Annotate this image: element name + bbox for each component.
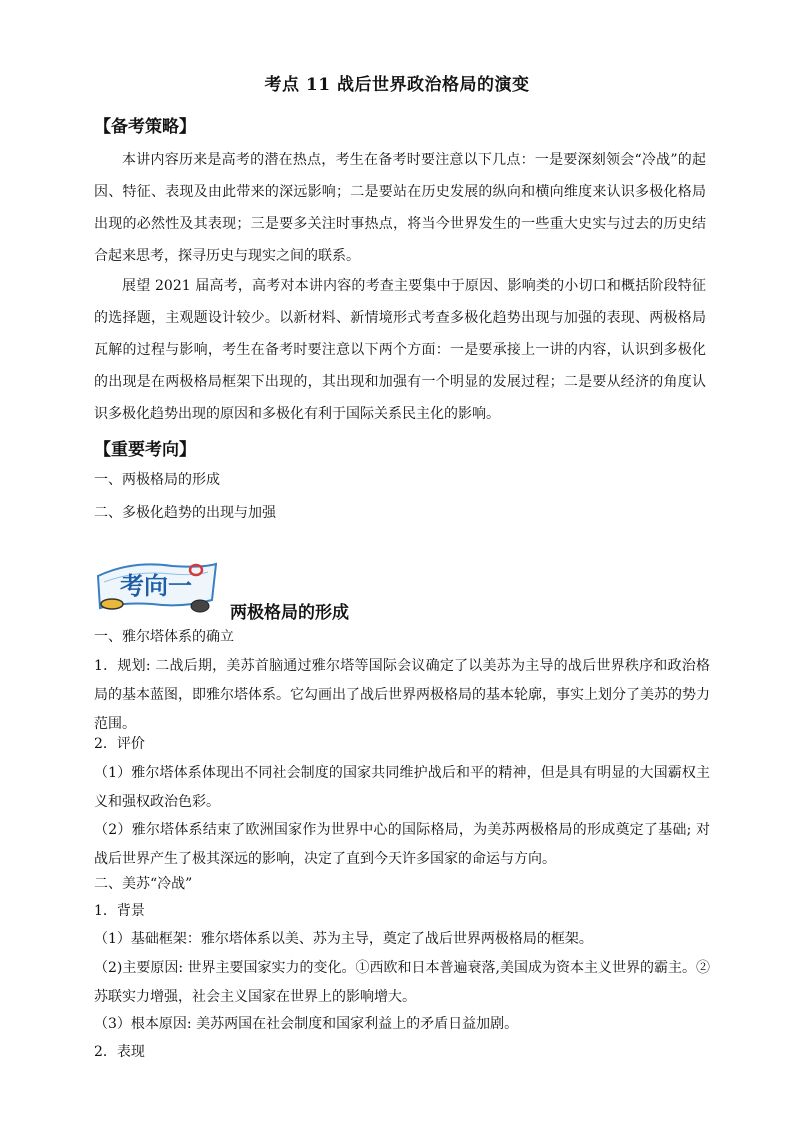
background-label: 1．背景 bbox=[94, 903, 145, 919]
page-title: 考点 11 战后世界政治格局的演变 bbox=[264, 75, 530, 95]
ribbon-gold-icon bbox=[101, 599, 123, 609]
evaluation-item-2: （2）雅尔塔体系结束了欧洲国家作为世界中心的国际格局，为美苏两极格局的形成奠定了基础; 对战后世界产生了极其深远的影响，决定了直到今天许多国家的命运与方向。 bbox=[94, 822, 710, 867]
direction-item-2: 二、多极化趋势的出现与加强 bbox=[94, 505, 276, 521]
strategy-heading: 【备考策略】 bbox=[94, 117, 196, 137]
background-item-1: （1）基础框架：雅尔塔体系以美、苏为主导，奠定了战后世界两极格局的框架。 bbox=[94, 931, 593, 947]
directions-heading: 【重要考向】 bbox=[94, 440, 196, 460]
evaluation-label: 2．评价 bbox=[94, 736, 145, 752]
ribbon-dark-icon bbox=[191, 600, 209, 612]
section-title: 两极格局的形成 bbox=[230, 603, 349, 623]
section-badge-logo bbox=[92, 556, 222, 620]
subsection-1-heading: 一、雅尔塔体系的确立 bbox=[94, 629, 234, 645]
subsection-2-heading: 二、美苏“冷战” bbox=[94, 876, 193, 892]
direction-item-1: 一、两极格局的形成 bbox=[94, 472, 220, 488]
evaluation-item-1: （1）雅尔塔体系体现出不同社会制度的国家共同维护战后和平的精神，但是具有明显的大国霸权主义和强权政治色彩。 bbox=[94, 765, 710, 810]
plan-paragraph: 1．规划: 二战后期，美苏首脑通过雅尔塔等国际会议确定了以美苏为主导的战后世界秩序和政治格局的基本蓝图，即雅尔塔体系。它勾画出了战后世界两极格局的基本轮廓，事实上划分了美苏的势力范围。 bbox=[94, 658, 710, 732]
strategy-paragraph-2: 展望 2021 届高考，高考对本讲内容的考查主要集中于原因、影响类的小切口和概括阶段特征的选择题，主观题设计较少。以新材料、新情境形式考查多极化趋势出现与加强的表现、两极格局瓦解的过程与影响，考生在备考时要注意以下两个方面：一是要承接上一讲的内容，认识到多极化的出现是在两极格局框架下出现的，其出现和加强有一个明显的发展过程；二是要从经济的角度认识多极化趋势出现的原因和多极化有利于国际关系民主化的影响。 bbox=[94, 278, 706, 422]
manifestation-label: 2．表现 bbox=[94, 1044, 145, 1060]
section-badge-text: 考向一 bbox=[120, 571, 192, 600]
background-item-3: （3）根本原因: 美苏两国在社会制度和国家利益上的矛盾日益加剧。 bbox=[94, 1016, 519, 1032]
strategy-paragraph-1: 本讲内容历来是高考的潜在热点，考生在备考时要注意以下几点：一是要深刻领会“冷战”的起因、特征、表现及由此带来的深远影响；二是要站在历史发展的纵向和横向维度来认识多极化格局出现的必然性及其表现；三是要多关注时事热点，将当今世界发生的一些重大史实与过去的历史结合起来思考，探寻历史与现实之间的联系。 bbox=[94, 152, 706, 264]
background-item-2: （2)主要原因: 世界主要国家实力的变化。①西欧和日本普遍衰落,美国成为资本主义世界的霸主。②苏联实力增强，社会主义国家在世界上的影响增大。 bbox=[94, 960, 710, 1005]
